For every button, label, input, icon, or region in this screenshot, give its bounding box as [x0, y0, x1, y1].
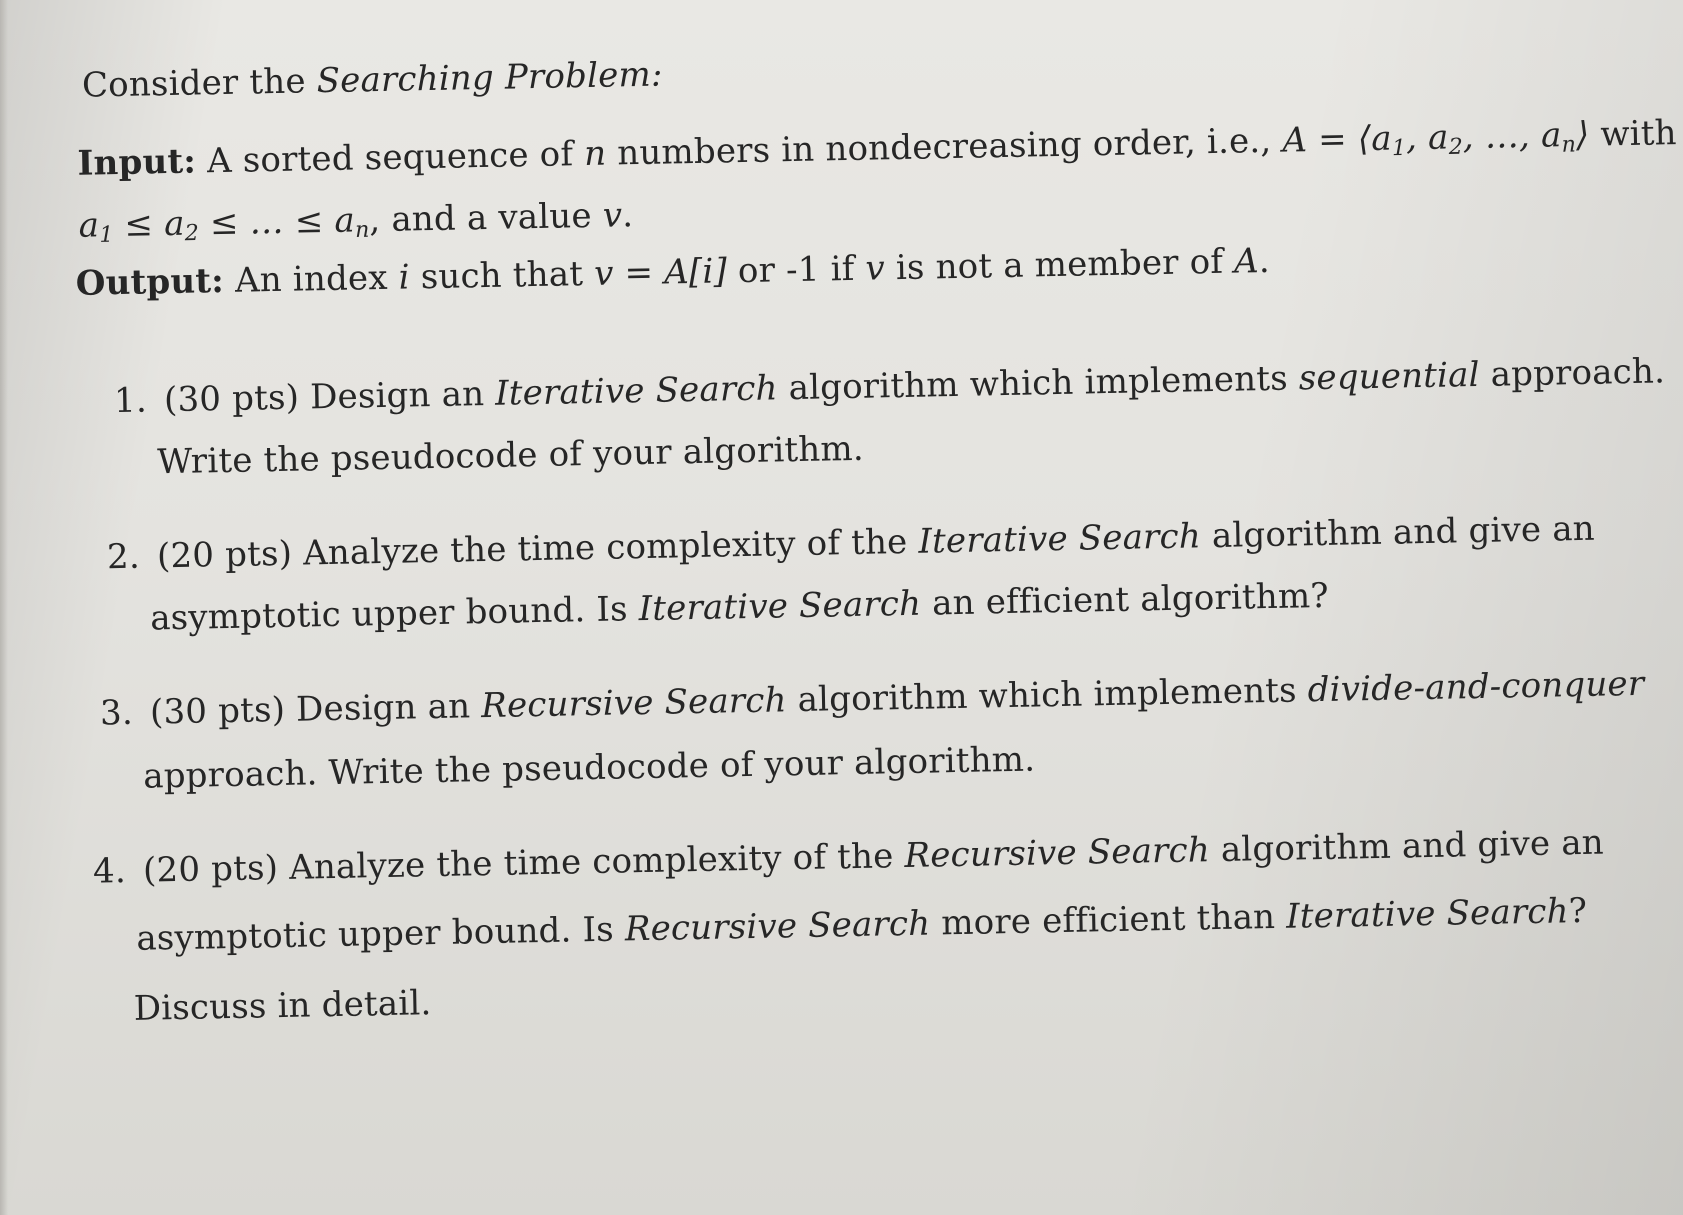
output-var-i: i	[398, 257, 411, 298]
question-3-line-1	[100, 662, 1645, 736]
q3-italic-recursive: Recursive Search	[480, 680, 787, 727]
question-4-number: 4.	[92, 850, 127, 892]
question-4-line-2	[136, 889, 1588, 961]
q4-text-a: Analyze the time complexity of the	[277, 836, 905, 889]
question-1-line-2: Write the pseudocode of your algorithm.	[156, 428, 865, 483]
q2-italic-iterative: Iterative Search	[918, 516, 1202, 562]
output-equation: v = A[i]	[593, 251, 728, 294]
q3-text-b: algorithm which implements	[786, 670, 1309, 721]
q4-text-b: algorithm and give an	[1209, 822, 1605, 871]
intro-line	[82, 53, 663, 108]
input-line-1	[77, 111, 1677, 186]
output-var-A: A	[1233, 241, 1260, 282]
sequence-math: $A = ⟨a_1$, $a_2$, …, $a_n⟩$	[1281, 114, 1590, 162]
question-2-line-2	[150, 574, 1329, 641]
output-text-d: is not a member of	[884, 241, 1235, 289]
input-text-a: A sorted sequence of	[195, 134, 585, 182]
input-line2-end: .	[621, 195, 634, 236]
output-line	[75, 239, 1270, 306]
output-label: Output:	[75, 261, 225, 304]
q2-text-a: Analyze the time complexity of the	[291, 521, 919, 574]
q3-text-a: Design an	[284, 686, 482, 730]
output-end: .	[1258, 240, 1271, 282]
problem-name: Searching Problem:	[316, 54, 663, 102]
question-3-line-2: approach. Write the pseudocode of your algorithm.	[142, 739, 1036, 797]
question-1-number: 1.	[113, 380, 148, 422]
output-text-b: such that	[409, 253, 595, 298]
q2-line2-a: asymptotic upper bound. Is	[149, 589, 640, 639]
question-4-points: (20 pts)	[142, 848, 279, 891]
question-4-line-3: Discuss in detail.	[133, 983, 432, 1029]
question-4-line-1	[93, 821, 1605, 894]
question-3-points: (30 pts)	[149, 689, 286, 733]
question-1-line-1	[114, 349, 1666, 423]
q1-italic-iterative: Iterative Search	[494, 368, 779, 414]
question-3-number: 3.	[99, 692, 134, 734]
q4-line2-italic-recursive: Recursive Search	[624, 903, 931, 950]
q1-text-b: algorithm which implements	[777, 358, 1300, 409]
q1-italic-sequential: sequential	[1298, 354, 1481, 399]
q4-line2-a: asymptotic upper bound. Is	[135, 909, 626, 959]
q4-line2-b: more efficient than	[929, 896, 1287, 944]
q2-line2-b: an efficient algorithm?	[920, 575, 1330, 624]
input-line2-tail: , and a value	[368, 195, 604, 241]
input-label: Input:	[77, 141, 197, 184]
q2-line2-italic: Iterative Search	[638, 583, 922, 630]
input-line-2	[78, 193, 633, 248]
question-2-number: 2.	[106, 536, 141, 578]
question-1-points: (30 pts)	[163, 377, 300, 421]
input-with: with	[1599, 113, 1678, 155]
ordering-math: $a_1 \le a_2$ ≤ … ≤ $a_n$	[78, 200, 370, 248]
output-var-v: v	[865, 248, 886, 289]
q1-text-a: Design an	[298, 373, 496, 418]
question-2-line-1	[107, 507, 1596, 580]
output-text-a: An index	[223, 257, 400, 301]
q2-text-b: algorithm and give an	[1200, 508, 1596, 557]
var-v: v	[602, 195, 623, 236]
output-text-c: or -1 if	[726, 248, 866, 292]
input-text-b: numbers in nondecreasing order, i.e.,	[605, 120, 1283, 174]
q4-italic-recursive: Recursive Search	[904, 830, 1211, 877]
question-2-points: (20 pts)	[156, 533, 293, 577]
q4-line2-italic-iterative: Iterative Search	[1285, 891, 1570, 937]
q3-italic-divide: divide-and-conquer	[1307, 663, 1645, 711]
var-n: n	[583, 133, 607, 175]
q4-line2-c: ?	[1568, 890, 1588, 932]
q1-text-c: approach.	[1479, 351, 1666, 395]
intro-prefix: Consider the	[81, 61, 318, 106]
